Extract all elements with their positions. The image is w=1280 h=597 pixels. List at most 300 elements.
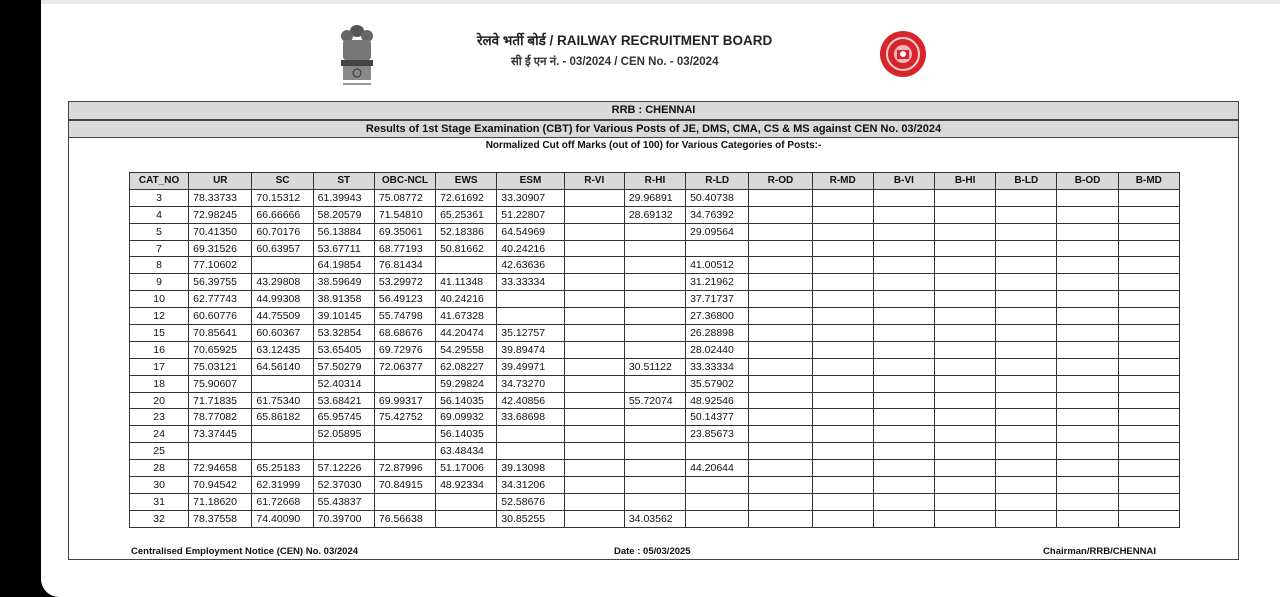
table-cell: 69.31526 [189,240,252,257]
table-cell: 51.17006 [436,460,497,477]
state-emblem-icon [337,22,377,90]
table-cell: 12 [130,308,189,325]
table-cell [935,392,996,409]
table-cell [749,460,812,477]
table-cell [873,443,934,460]
table-cell: 78.37558 [189,510,252,527]
table-cell [1118,257,1179,274]
column-header-st: ST [313,173,374,190]
table-cell: 55.74798 [374,308,435,325]
column-header-ur: UR [189,173,252,190]
table-cell [812,375,873,392]
table-cell [996,206,1057,223]
table-cell: 44.20474 [436,325,497,342]
table-cell [564,240,624,257]
table-cell [1057,493,1118,510]
table-cell: 65.25361 [436,206,497,223]
table-cell [873,189,934,206]
table-cell: 53.68421 [313,392,374,409]
table-cell: 59.29824 [436,375,497,392]
table-cell: 34.73270 [497,375,564,392]
table-cell: 71.71835 [189,392,252,409]
table-cell [1057,291,1118,308]
table-cell [749,223,812,240]
table-cell: 72.61692 [436,189,497,206]
table-cell: 69.99317 [374,392,435,409]
table-cell [812,358,873,375]
table-cell: 68.77193 [374,240,435,257]
table-cell [996,477,1057,494]
table-cell: 60.70176 [252,223,313,240]
table-cell [812,460,873,477]
table-cell [624,291,685,308]
table-cell: 33.33334 [686,358,749,375]
table-cell [935,341,996,358]
table-cell: 50.14377 [686,409,749,426]
table-cell: 76.56638 [374,510,435,527]
table-cell [374,493,435,510]
table-cell [812,206,873,223]
table-cell [1057,240,1118,257]
table-cell: 65.86182 [252,409,313,426]
table-cell [996,274,1057,291]
column-header-r-ld: R-LD [686,173,749,190]
table-cell: 41.67328 [436,308,497,325]
column-header-cat_no: CAT_NO [130,173,189,190]
table-cell [935,206,996,223]
table-cell: 53.29972 [374,274,435,291]
table-cell: 30.85255 [497,510,564,527]
table-cell [686,240,749,257]
table-cell [624,443,685,460]
table-cell: 24 [130,426,189,443]
table-cell [252,257,313,274]
table-cell [935,257,996,274]
table-cell: 70.15312 [252,189,313,206]
table-cell [1118,375,1179,392]
table-cell [564,308,624,325]
table-row [130,341,1180,358]
table-cell [812,257,873,274]
table-cell [873,325,934,342]
table-cell [935,325,996,342]
table-cell [1118,325,1179,342]
table-cell [374,426,435,443]
table-row [130,460,1180,477]
column-header-r-od: R-OD [749,173,812,190]
table-cell: 72.94658 [189,460,252,477]
table-cell [749,409,812,426]
table-cell [564,291,624,308]
table-cell: 30.51122 [624,358,685,375]
table-cell [252,443,313,460]
table-cell [749,493,812,510]
table-row [130,240,1180,257]
table-cell: 75.42752 [374,409,435,426]
table-cell [564,375,624,392]
table-cell: 66.66666 [252,206,313,223]
table-cell: 77.10602 [189,257,252,274]
table-cell: 29.09564 [686,223,749,240]
column-header-r-md: R-MD [812,173,873,190]
table-cell [812,409,873,426]
table-cell [935,308,996,325]
table-cell [497,291,564,308]
table-cell: 28 [130,460,189,477]
table-cell: 15 [130,325,189,342]
table-cell [497,443,564,460]
table-cell [812,493,873,510]
table-cell [564,460,624,477]
table-cell [749,358,812,375]
table-cell: 70.39700 [313,510,374,527]
table-cell [749,325,812,342]
results-frame [68,101,1239,560]
table-cell [624,257,685,274]
railway-logo-icon [879,30,927,78]
table-cell [996,392,1057,409]
table-cell: 61.75340 [252,392,313,409]
table-cell [749,477,812,494]
table-cell: 70.41350 [189,223,252,240]
table-cell [1057,189,1118,206]
table-cell: 20 [130,392,189,409]
table-cell [1118,477,1179,494]
column-header-obc-ncl: OBC-NCL [374,173,435,190]
table-cell [873,308,934,325]
table-cell [749,291,812,308]
table-cell [996,375,1057,392]
table-cell [873,206,934,223]
table-cell [436,510,497,527]
table-cell [749,308,812,325]
table-cell: 64.56140 [252,358,313,375]
table-row [130,189,1180,206]
table-cell [564,426,624,443]
table-cell: 75.08772 [374,189,435,206]
column-header-ews: EWS [436,173,497,190]
table-cell [749,274,812,291]
table-row [130,257,1180,274]
table-cell: 53.65405 [313,341,374,358]
table-cell [996,409,1057,426]
table-cell [624,274,685,291]
table-cell: 60.60776 [189,308,252,325]
table-cell [873,477,934,494]
table-cell [686,477,749,494]
table-cell [996,240,1057,257]
table-cell [1118,291,1179,308]
table-cell: 76.81434 [374,257,435,274]
table-cell [436,493,497,510]
table-cell [1057,443,1118,460]
table-cell: 34.03562 [624,510,685,527]
table-cell: 52.58676 [497,493,564,510]
table-row [130,443,1180,460]
table-cell [812,291,873,308]
table-row [130,409,1180,426]
table-cell [996,510,1057,527]
table-cell: 26.28898 [686,325,749,342]
table-cell: 31 [130,493,189,510]
table-cell [564,206,624,223]
table-cell [1057,460,1118,477]
table-cell: 72.87996 [374,460,435,477]
table-cell: 71.54810 [374,206,435,223]
table-cell [1057,409,1118,426]
table-cell [1057,392,1118,409]
table-cell [996,460,1057,477]
table-cell: 78.77082 [189,409,252,426]
table-cell [1057,341,1118,358]
table-cell: 71.18620 [189,493,252,510]
column-header-b-md: B-MD [1118,173,1179,190]
table-cell [1118,392,1179,409]
table-cell: 4 [130,206,189,223]
table-cell [749,426,812,443]
table-cell: 60.60367 [252,325,313,342]
table-cell: 50.40738 [686,189,749,206]
table-cell: 28.69132 [624,206,685,223]
table-cell [935,358,996,375]
table-cell [812,477,873,494]
table-cell [935,493,996,510]
table-cell [1057,426,1118,443]
table-cell: 29.96891 [624,189,685,206]
table-cell [873,392,934,409]
table-cell [812,392,873,409]
table-cell: 74.40090 [252,510,313,527]
table-cell: 23 [130,409,189,426]
table-cell: 56.14035 [436,392,497,409]
table-cell: 52.40314 [313,375,374,392]
table-cell: 72.06377 [374,358,435,375]
table-cell: 60.63957 [252,240,313,257]
table-cell: 69.35061 [374,223,435,240]
table-cell: 62.77743 [189,291,252,308]
table-cell: 41.11348 [436,274,497,291]
table-cell: 75.03121 [189,358,252,375]
table-cell: 56.13884 [313,223,374,240]
table-cell: 51.22807 [497,206,564,223]
table-cell: 39.13098 [497,460,564,477]
table-cell: 17 [130,358,189,375]
table-cell: 55.72074 [624,392,685,409]
table-row [130,291,1180,308]
table-cell: 44.99308 [252,291,313,308]
table-cell: 33.30907 [497,189,564,206]
table-cell [873,426,934,443]
table-header-row [130,173,1180,190]
table-row [130,477,1180,494]
table-cell [873,460,934,477]
table-row [130,510,1180,527]
table-cell: 23.85673 [686,426,749,443]
table-cell [749,240,812,257]
table-cell [564,223,624,240]
table-cell: 69.09932 [436,409,497,426]
table-cell [935,443,996,460]
table-cell: 68.68676 [374,325,435,342]
table-cell [935,240,996,257]
table-cell: 65.25183 [252,460,313,477]
table-cell: 33.68698 [497,409,564,426]
table-cell [1118,358,1179,375]
table-cell [374,443,435,460]
table-cell [1057,274,1118,291]
table-cell: 52.05895 [313,426,374,443]
table-cell: 62.08227 [436,358,497,375]
table-cell [812,443,873,460]
table-row [130,308,1180,325]
column-header-b-hi: B-HI [935,173,996,190]
table-cell: 53.32854 [313,325,374,342]
table-cell [624,493,685,510]
table-cell [624,477,685,494]
table-cell [935,426,996,443]
table-cell: 70.94542 [189,477,252,494]
table-cell [996,493,1057,510]
table-cell: 31.21962 [686,274,749,291]
table-cell [749,510,812,527]
table-cell [252,426,313,443]
table-cell [564,409,624,426]
table-cell: 34.76392 [686,206,749,223]
table-cell: 61.39943 [313,189,374,206]
column-header-r-vi: R-VI [564,173,624,190]
table-cell [749,443,812,460]
table-cell [564,443,624,460]
column-header-b-vi: B-VI [873,173,934,190]
table-cell [935,291,996,308]
table-cell: 64.54969 [497,223,564,240]
table-cell: 63.48434 [436,443,497,460]
table-cell [624,325,685,342]
table-cell: 57.12226 [313,460,374,477]
table-cell [873,341,934,358]
table-cell [1057,257,1118,274]
table-cell: 28.02440 [686,341,749,358]
table-cell: 37.71737 [686,291,749,308]
table-cell [564,358,624,375]
table-cell [873,358,934,375]
table-cell: 34.31206 [497,477,564,494]
table-cell [749,189,812,206]
table-cell [935,274,996,291]
table-row [130,325,1180,342]
table-cell [996,291,1057,308]
table-cell [1118,223,1179,240]
table-cell [374,375,435,392]
table-cell [749,341,812,358]
table-cell: 56.39755 [189,274,252,291]
table-cell [812,274,873,291]
title-band: Results of 1st Stage Examination (CBT) for Various Posts of JE, DMS, CMA, CS & MS against CEN No. 03/2024 [69,120,1238,138]
table-cell: 57.50279 [313,358,374,375]
board-band: RRB : CHENNAI [69,102,1238,120]
table-cell: 32 [130,510,189,527]
table-cell: 25 [130,443,189,460]
table-cell [1118,189,1179,206]
table-cell [497,308,564,325]
table-cell [1057,308,1118,325]
table-cell: 3 [130,189,189,206]
document-page [41,0,1280,597]
table-cell [624,308,685,325]
table-row [130,375,1180,392]
table-cell: 75.90607 [189,375,252,392]
table-row [130,426,1180,443]
table-cell [624,341,685,358]
table-cell [1057,206,1118,223]
table-cell: 69.72976 [374,341,435,358]
table-cell: 70.65925 [189,341,252,358]
table-cell [624,240,685,257]
table-body [130,189,1180,527]
table-cell [1057,477,1118,494]
table-cell [996,223,1057,240]
table-row [130,493,1180,510]
table-cell [873,510,934,527]
table-cell: 78.33733 [189,189,252,206]
table-cell: 70.84915 [374,477,435,494]
board-name-heading: रेलवे भर्ती बोर्ड / RAILWAY RECRUITMENT BOARD [477,33,773,48]
table-cell [624,460,685,477]
table-cell: 56.49123 [374,291,435,308]
table-cell: 44.75509 [252,308,313,325]
table-cell: 70.85641 [189,325,252,342]
table-cell: 16 [130,341,189,358]
table-cell [564,493,624,510]
table-cell [935,375,996,392]
table-cell: 64.19854 [313,257,374,274]
table-cell [873,240,934,257]
table-cell [1118,460,1179,477]
table-cell [749,257,812,274]
table-cell [996,308,1057,325]
table-cell [1118,443,1179,460]
table-cell [749,206,812,223]
table-cell [812,341,873,358]
table-row [130,206,1180,223]
table-cell [935,510,996,527]
table-cell [996,443,1057,460]
table-cell [812,240,873,257]
table-cell [1057,325,1118,342]
table-cell [812,223,873,240]
table-cell: 9 [130,274,189,291]
table-cell: 10 [130,291,189,308]
table-cell [935,189,996,206]
cen-number-heading: सी ई एन नं. - 03/2024 / CEN No. - 03/2024 [511,56,719,68]
table-cell: 73.37445 [189,426,252,443]
table-cell: 42.40856 [497,392,564,409]
table-cell: 62.31999 [252,477,313,494]
table-cell: 63.12435 [252,341,313,358]
column-header-esm: ESM [497,173,564,190]
table-cell: 48.92546 [686,392,749,409]
table-cell [812,426,873,443]
table-subtitle: Normalized Cut off Marks (out of 100) for Various Categories of Posts:- [485,140,822,151]
column-header-r-hi: R-HI [624,173,685,190]
table-cell [749,392,812,409]
table-cell [873,291,934,308]
table-cell: 39.10145 [313,308,374,325]
table-cell [564,325,624,342]
table-cell [935,477,996,494]
table-cell [935,460,996,477]
table-cell [749,375,812,392]
